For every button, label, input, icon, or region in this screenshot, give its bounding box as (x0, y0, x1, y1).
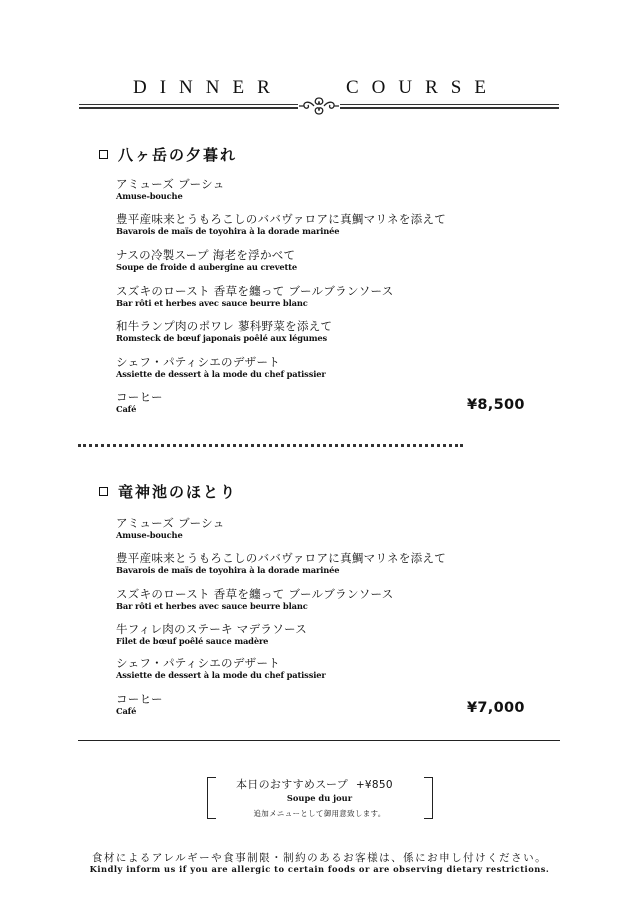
course-1-price: ¥8,500 (467, 397, 525, 413)
item-jp: 豊平産味来とうもろこしのババヴァロアに真鯛マリネを添えて (116, 551, 447, 565)
item-jp: アミューズ ブーシュ (116, 516, 225, 530)
footer-allergy-en: Kindly inform us if you are allergic to certain foods or are observing dietary restrictions. (89, 864, 550, 874)
item-fr: Bavarois de maïs de toyohira à la dorade marinée (116, 565, 340, 575)
footer-allergy-jp: 食材によるアレルギーや食事制限・制約のあるお客様は、係にお申し付けください。 (91, 852, 548, 864)
item-fr: Assiette de dessert à la mode du chef patissier (116, 670, 326, 680)
soup-price: +¥850 (355, 779, 393, 791)
course-1-item (116, 319, 332, 344)
soup-jp-label: 本日のおすすめスープ (236, 778, 349, 791)
course-1-item (116, 248, 297, 273)
course-2-item (116, 692, 163, 717)
course-1-item (116, 177, 225, 202)
course-1-item (116, 390, 163, 415)
item-jp: 和牛ランプ肉のポワレ 蓼科野菜を添えて (116, 319, 333, 333)
section-divider (78, 740, 560, 741)
dotted-divider (78, 444, 463, 447)
soup-title (236, 776, 393, 792)
course-2-heading (99, 481, 237, 502)
fleuron-ornament-icon (294, 94, 344, 118)
item-fr: Bavarois de maïs de toyohira à la dorade marinée (116, 226, 340, 236)
course-2-price: ¥7,000 (467, 700, 525, 716)
item-jp: ナスの冷製スープ 海老を浮かべて (116, 248, 296, 262)
course-2-item (116, 516, 225, 541)
item-fr: Filet de bœuf poêlé sauce madère (116, 636, 269, 646)
item-fr: Café (116, 404, 137, 414)
course-1-heading (99, 144, 237, 165)
course-1-item (116, 212, 446, 237)
item-fr: Soupe de froide d aubergine au crevette (116, 262, 297, 272)
course-1-item (116, 284, 394, 309)
item-fr: Café (116, 706, 137, 716)
item-jp: シェフ・パティシエのデザート (116, 656, 281, 670)
item-fr: Romsteck de bœuf japonais poêlé aux légumes (116, 333, 328, 343)
course-1-name: 八ヶ岳の夕暮れ (118, 146, 238, 164)
item-jp: アミューズ ブーシュ (116, 177, 225, 191)
title-dinner: DINNER (133, 77, 283, 98)
course-2-item (116, 656, 326, 681)
item-jp: シェフ・パティシエのデザート (116, 355, 281, 369)
item-fr: Bar rôti et herbes avec sauce beurre blanc (116, 601, 308, 611)
square-bullet-icon (99, 150, 108, 159)
item-jp: スズキのロースト 香草を纏って ブールブランソース (116, 284, 394, 298)
soup-note: 追加メニューとして御用意致します。 (253, 809, 386, 818)
item-fr: Amuse-bouche (116, 530, 183, 540)
item-fr: Bar rôti et herbes avec sauce beurre blanc (116, 298, 308, 308)
course-2-name: 竜神池のほとり (118, 483, 238, 501)
item-jp: スズキのロースト 香草を纏って ブールブランソース (116, 587, 394, 601)
item-jp: コーヒー (116, 692, 163, 706)
item-fr: Amuse-bouche (116, 191, 183, 201)
square-bullet-icon (99, 487, 108, 496)
course-2-item (116, 551, 446, 576)
soup-fr-label: Soupe du jour (286, 793, 353, 803)
course-2-item (116, 622, 307, 647)
title-course: COURSE (346, 77, 499, 98)
item-jp: 牛フィレ肉のステーキ マデラソース (116, 622, 308, 636)
item-fr: Assiette de dessert à la mode du chef patissier (116, 369, 326, 379)
item-jp: コーヒー (116, 390, 163, 404)
course-2-item (116, 587, 394, 612)
item-jp: 豊平産味来とうもろこしのババヴァロアに真鯛マリネを添えて (116, 212, 447, 226)
course-1-item (116, 355, 326, 380)
